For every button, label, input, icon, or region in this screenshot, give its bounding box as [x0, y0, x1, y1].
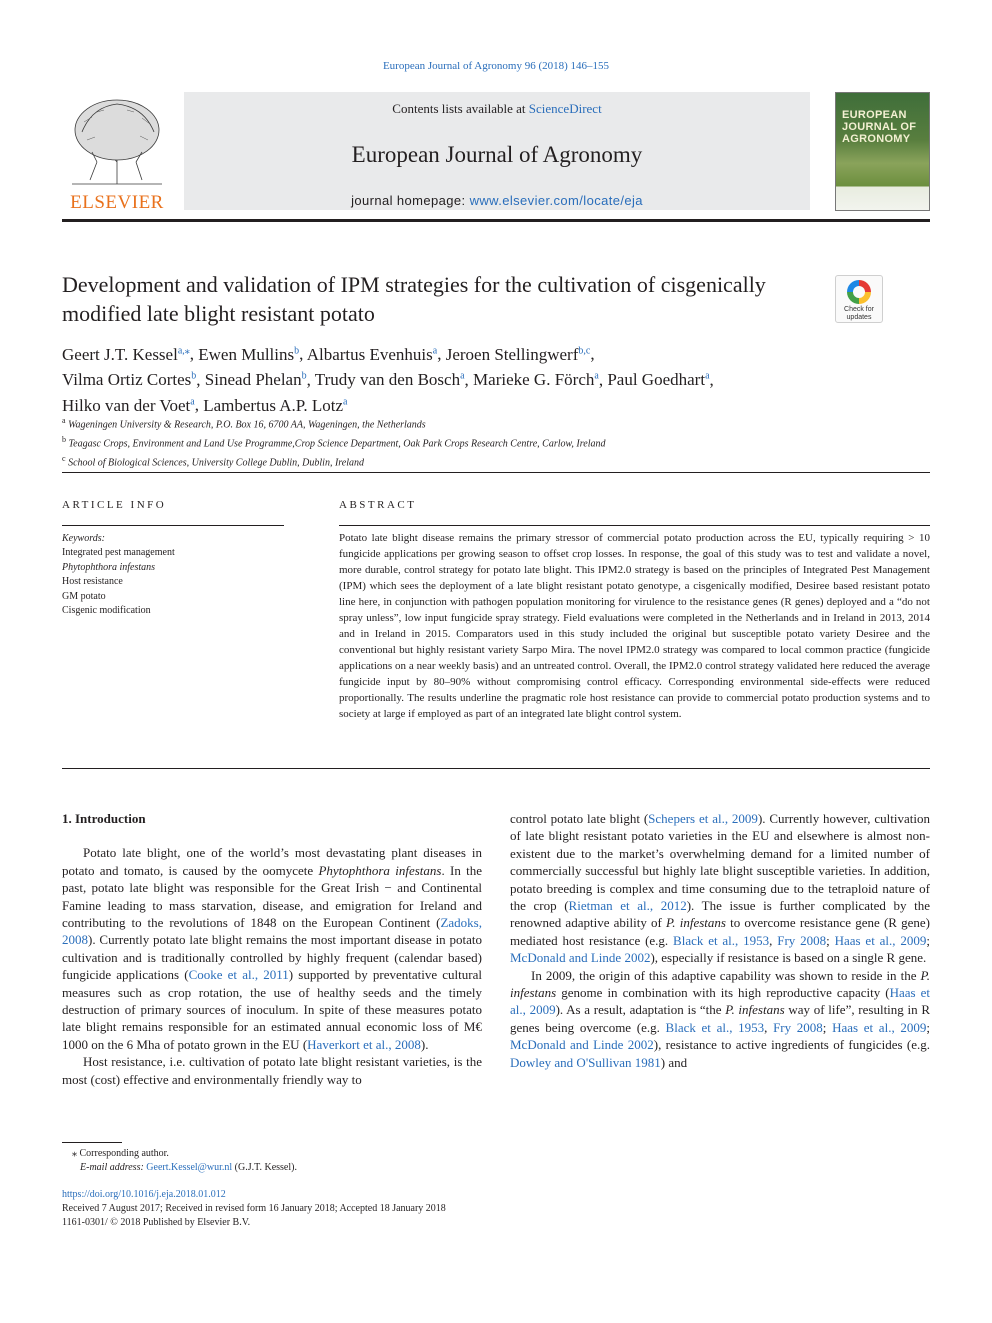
author[interactable]: Geert J.T. Kessel$^{a,⁎}$: [62, 344, 190, 364]
author-list: Geert J.T. Kessel$^{a,⁎}$, Ewen Mullins$^b$, Albartus Evenhuis$^a$, Jeroen Stellingwerf$^{b,c}$, Vilma Ortiz Cortes$^b$, Sinead Phelan$^b$, Trudy van den Bosch$^a$, Marieke G. Förch$^a$, Paul Goedhart$^a$, Hilko van der Voet$^a$, Lambertus A.P. Lotz$^a$: [62, 344, 714, 415]
check-for-updates-button[interactable]: [835, 275, 883, 323]
divider: [62, 525, 284, 526]
citation-link[interactable]: Rietman et al., 2012: [568, 898, 687, 914]
keywords-label: Keywords:: [62, 533, 105, 544]
article-title: Development and validation of IPM strategies for the cultivation of cisgenically modified late blight resistant potato: [62, 272, 766, 326]
keywords-block: [62, 532, 284, 618]
citation-link[interactable]: Haas et al., 2009: [510, 985, 930, 1018]
article-info-heading: ARTICLE INFO: [62, 499, 167, 511]
divider: [62, 472, 930, 473]
citation-link[interactable]: Dowley and O'Sullivan 1981: [510, 1054, 661, 1070]
journal-cover-thumbnail[interactable]: [835, 92, 930, 211]
citation-link[interactable]: Fry 2008: [773, 1019, 823, 1035]
doi-link[interactable]: https://doi.org/10.1016/j.eja.2018.01.012: [62, 1189, 226, 1200]
footnote-divider: [62, 1142, 122, 1143]
keyword: Host resistance: [62, 576, 123, 588]
author[interactable]: Paul Goedhart$^a$: [607, 370, 710, 390]
author[interactable]: Albartus Evenhuis$^a$: [306, 344, 438, 364]
journal-name: European Journal of Agronomy: [351, 142, 643, 167]
keyword: Cisgenic modification: [62, 605, 151, 617]
author[interactable]: Lambertus A.P. Lotz$^a$: [203, 395, 348, 415]
author[interactable]: Sinead Phelan$^b$: [204, 370, 307, 390]
citation-link[interactable]: Haas et al., 2009: [832, 1019, 927, 1035]
citation-link[interactable]: Black et al., 1953: [665, 1019, 765, 1035]
section-heading: 1. Introduction: [62, 811, 146, 826]
paragraph: In 2009, the origin of this adaptive capability was shown to reside in the P. infestans genome in combination with its high reproductive capacity (Haas et al., 2009). As a result, adaptation is “the P. infestans way of life”, resulting in R genes being overcome (e.g. Black et al., 1953, Fry 2008; Haas et al., 2009; McDonald and Linde 2002), resistance to active ingredients of fungicides (e.g. Dowley and O'Sullivan 1981) and: [510, 967, 930, 1070]
email-link[interactable]: Geert.Kessel@wur.nl: [146, 1162, 233, 1173]
copyright-line: 1161-0301/ © 2018 Published by Elsevier B.V.: [62, 1217, 251, 1228]
crossmark-icon: [847, 280, 871, 304]
journal-reference[interactable]: European Journal of Agronomy 96 (2018) 146–155: [382, 60, 610, 72]
body-column-left: [62, 810, 482, 1088]
author[interactable]: Vilma Ortiz Cortes$^b$: [62, 370, 197, 390]
abstract-heading: ABSTRACT: [339, 499, 417, 511]
citation-link[interactable]: Haas et al., 2009: [834, 932, 927, 948]
author[interactable]: Hilko van der Voet$^a$: [62, 395, 195, 415]
citation-link[interactable]: Zadoks, 2008: [62, 915, 482, 948]
contents-line: [184, 101, 810, 117]
abstract-text: Potato late blight disease remains the primary stressor of commercial potato production across the EU, typically requiring > 10 fungicide applications per growing season to offset crop losses. In response, the goal of this study was to test and validate a novel, more durable, control strategy for potato late blight. This IPM2.0 strategy is based on the principles of Integrated Pest Management (IPM) which sees the deployment of a late blight resistant potato genotype, a cisgenically modified, Desiree based resistant potato line here, in conjunction with pathogen population monitoring for virulence to the resistance genes (R genes) deployed and a “do not spray unless”, low input fungicide spray strategy. Field evaluations were completed in the Netherlands and in Ireland in 2013, 2014 and in Ireland in 2015. Comparators used in this study included the original but susceptible potato variety Desiree and the conventional but highly resistant variety Sarpo Mira. The novel IPM2.0 strategy was compared to local common practice (fungicide applications on a near weekly basis) and an untreated control. Overall, the IPM2.0 control strategy validated here reduced the average fungicide input by 80–90% without compromising control efficacy. Corresponding environmental side-effects were reduced proportionally. The results underline the pragmatic role host resistance can provide to commercial potato production systems and to society at large if employed as part of an integrated late blight control system.: [339, 532, 930, 720]
header-divider: [62, 219, 930, 222]
citation-link[interactable]: Fry 2008: [777, 932, 827, 948]
body-column-right: [510, 810, 930, 1071]
cover-title: EUROPEAN JOURNAL OF AGRONOMY: [842, 109, 917, 145]
journal-masthead-box: [184, 92, 810, 210]
corresponding-author-note: ⁎ Corresponding author.: [72, 1148, 169, 1159]
affiliations: [62, 414, 922, 470]
masthead: [62, 92, 930, 213]
author[interactable]: Trudy van den Bosch$^a$: [314, 370, 465, 390]
homepage-line: [184, 193, 810, 208]
citation-link[interactable]: McDonald and Linde 2002: [510, 1037, 654, 1053]
elsevier-wordmark[interactable]: ELSEVIER: [70, 192, 164, 213]
homepage-link[interactable]: www.elsevier.com/locate/eja: [469, 193, 643, 208]
affiliation: $^a$ Wageningen University & Research, P.O. Box 16, 6700 AA, Wageningen, the Netherlands: [62, 416, 426, 431]
affiliation: $^c$ School of Biological Sciences, University College Dublin, Dublin, Ireland: [62, 453, 365, 468]
author[interactable]: Marieke G. Förch$^a$: [473, 370, 599, 390]
publication-info: [62, 1188, 930, 1230]
citation-link[interactable]: McDonald and Linde 2002: [510, 950, 651, 966]
received-dates: Received 7 August 2017; Received in revised form 16 January 2018; Accepted 18 January 2018: [62, 1203, 446, 1214]
keyword: GM potato: [62, 590, 106, 602]
citation-link[interactable]: Cooke et al., 2011: [188, 967, 289, 983]
citation-link[interactable]: Schepers et al., 2009: [648, 811, 758, 826]
author[interactable]: Jeroen Stellingwerf$^{b,c}$: [445, 344, 591, 364]
citation-link[interactable]: Haverkort et al., 2008: [307, 1036, 421, 1052]
divider: [339, 525, 930, 526]
citation-link[interactable]: Black et al., 1953: [673, 932, 770, 948]
keyword: Phytophthora infestans: [62, 561, 156, 573]
keyword: Integrated pest management: [62, 547, 175, 559]
homepage-prefix: journal homepage:: [351, 193, 470, 208]
author[interactable]: Ewen Mullins$^b$: [198, 344, 300, 364]
contents-prefix: Contents lists available at: [392, 101, 529, 116]
check-updates-label: Check for updates: [844, 306, 874, 321]
footnotes: [62, 1147, 930, 1175]
paragraph: Potato late blight, one of the world’s most devastating plant diseases in potato and tomato, is caused by the oomycete Phytophthora infestans. In the past, potato late blight was responsible for the Great Irish − and Continental Famine leading to mass starvation, disease, and emigration for Ireland and contributing to the revolutions of 1848 on the European Continent (Zadoks, 2008). Currently potato late blight remains the most important disease in potato cultivation and is traditionally controlled by highly frequent (calendar based) fungicide applications (Cooke et al., 2011) supported by preventative cultural measures such as crop rotation, the use of healthy seeds and the timely destruction of primary sources of inoculum. In spite of these measures potato late blight remains responsible for an estimated annual economic loss of M€ 1000 on the 6 Mha of potato grown in the EU (Haverkort et al., 2008).: [62, 845, 483, 1052]
email-note: E-mail address: Geert.Kessel@wur.nl (G.J.T. Kessel).: [80, 1162, 297, 1173]
paragraph: Host resistance, i.e. cultivation of potato late blight resistant varieties, is the most (cost) effective and environmentally friendly way to: [62, 1054, 482, 1087]
divider: [62, 768, 930, 769]
paragraph: control potato late blight (Schepers et al., 2009). Currently however, cultivation of late blight resistant potato varieties in the EU and elsewhere is almost non-existent due to the market’s overwhelming demand for a limited number of commercially successful but highly late blight susceptible varieties. In addition, potato breeding is complex and time consuming due to the tetraploid nature of the crop (Rietman et al., 2012). The issue is further complicated by the renowned adaptive ability of P. infestans to overcome resistance gene (R gene) mediated host resistance (e.g. Black et al., 1953, Fry 2008; Haas et al., 2009; McDonald and Linde 2002), especially if resistance is based on a single R gene.: [510, 811, 931, 966]
sciencedirect-link[interactable]: ScienceDirect: [528, 101, 602, 116]
affiliation: $^b$ Teagasc Crops, Environment and Land Use Programme,Crop Science Department, Oak Park Crops Research Centre, Carlow, Ireland: [62, 434, 606, 450]
